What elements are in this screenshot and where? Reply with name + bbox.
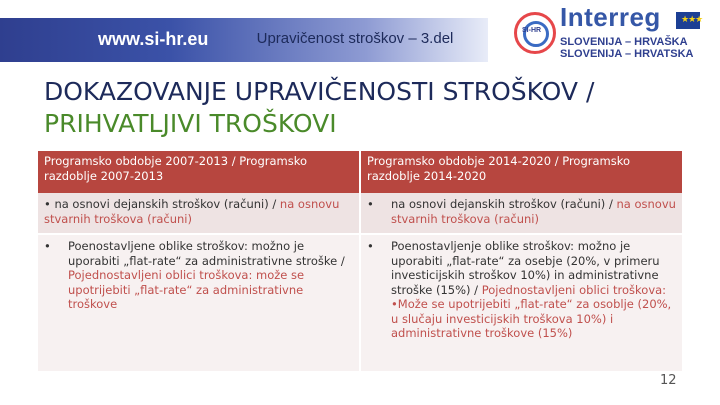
cell-text-hr: na osnovu stvarnih troškova (računi) [391, 197, 676, 226]
header-2007-2013: Programsko obdobje 2007-2013 / Programsko razdoblje 2007-2013 [38, 151, 360, 193]
cell-text: Poenostavljenje oblike stroškov: možno je uporabiti „flat-rate“ za osebje (20%, v primeru investicijskih stroškov 10%) in administrativne stroške (15%) / [391, 239, 660, 297]
cell-text-hr: Pojednostavljeni oblici troškova: •Može se upotrijebiti „flat-rate“ za osoblje (20%, u slučaju investicijskih troškova 10%) i administrativne troškove (15%) [391, 282, 672, 340]
cell-simplified-costs-new [360, 234, 682, 371]
page-number: 12 [660, 373, 677, 388]
cell-simplified-costs-old [38, 234, 360, 371]
cell-text-hr: na osnovu stvarnih troškova (računi) [44, 197, 340, 226]
page-title [44, 76, 664, 140]
interreg-logo: Interreg [560, 2, 661, 32]
table-header-row [38, 151, 682, 193]
comparison-table [38, 151, 682, 371]
cell-text: • na osnovi dejanskih stroškov (računi) / [44, 197, 280, 211]
eu-flag-icon: ★★★ [676, 12, 700, 29]
cell-actual-costs-new [360, 193, 682, 234]
table-row [38, 234, 682, 371]
slide-subtitle: Upravičenost stroškov – 3.del [256, 30, 454, 47]
website-url[interactable]: www.si-hr.eu [98, 29, 209, 49]
bullet: • [367, 239, 374, 253]
top-banner [0, 0, 720, 68]
cell-text: Poenostavljene oblike stroškov: možno je uporabiti „flat-rate“ za administrativne stroške / [68, 239, 345, 268]
cell-actual-costs-old [38, 193, 360, 234]
region-line-1: SLOVENIJA – HRVAŠKA [560, 36, 688, 48]
region-line-2: SLOVENIJA – HRVATSKA [560, 48, 694, 60]
title-line-1: DOKAZOVANJE UPRAVIČENOSTI STROŠKOV / [44, 77, 595, 106]
header-2014-2020: Programsko obdobje 2014-2020 / Programsko razdoblje 2014-2020 [360, 151, 682, 193]
cell-text-hr: Pojednostavljeni oblici troškova: može se upotrijebiti „flat-rate“ za administrativne troškove [68, 268, 305, 311]
bullet: • [44, 239, 51, 253]
si-hr-logo-text: SI-HR [522, 27, 542, 34]
table-row [38, 193, 682, 234]
cell-text: na osnovi dejanskih stroškov (računi) / [391, 197, 617, 211]
title-line-2: PRIHVATLJIVI TROŠKOVI [44, 109, 337, 138]
program-region [560, 36, 693, 60]
bullet: • [367, 197, 374, 211]
